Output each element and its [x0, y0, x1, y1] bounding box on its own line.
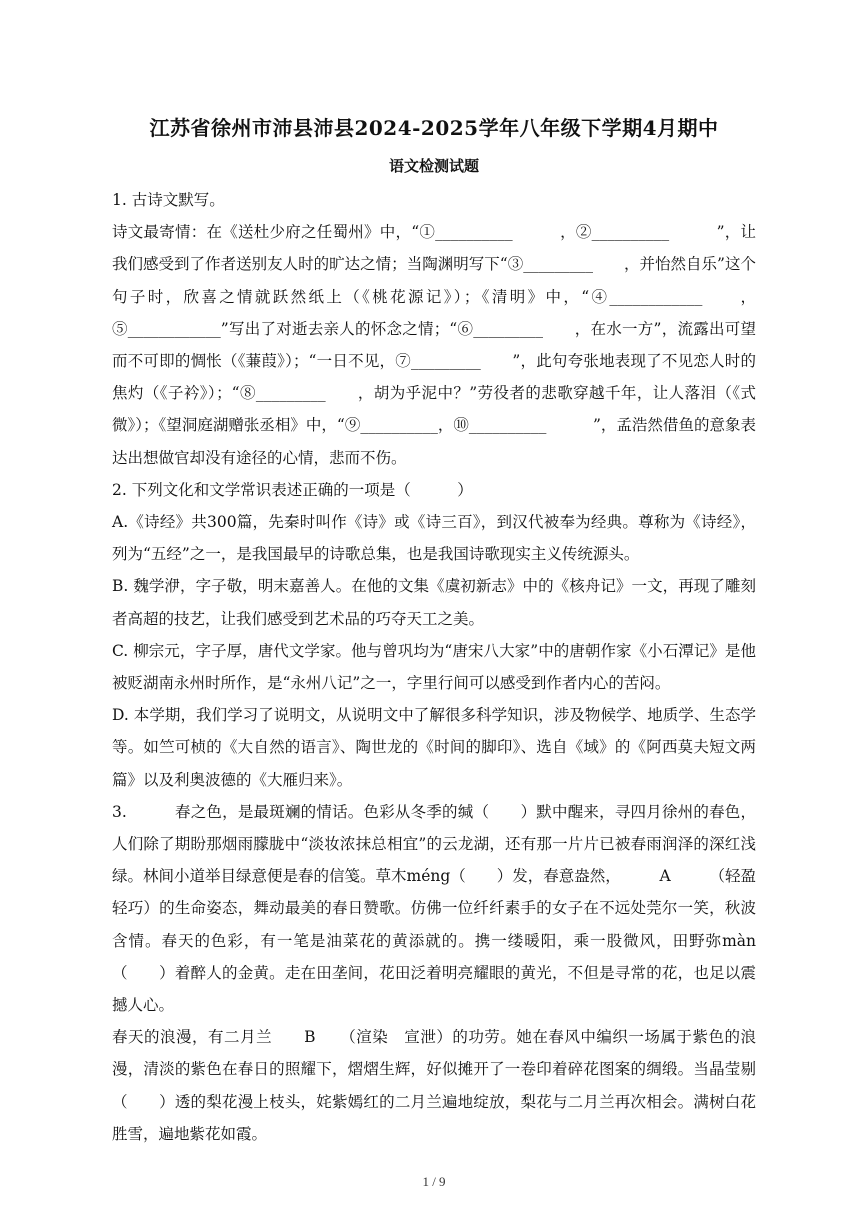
document-body	[112, 184, 772, 1150]
question-1-body: 诗文最寄情：在《送杜少府之任蜀州》中，“①__________ ，②__________ ”，让我们感受到了作者送别友人时的旷达之情；当陶渊明写下“③_________ ，并怡然自乐”这个句子时，欣喜之情就跃然纸上（《桃花源记》）；《清明》中，“④____________ ，⑤____________”写出了对逝去亲人的怀念之情；“⑥_________ ，在水一方”，流露出可望而不可即的惆怅（《蒹葭》）；“一日不见，⑦_________ ”，此句夸张地表现了不见恋人时的焦灼（《子衿》）；“⑧_________ ，胡为乎泥中？”劳役者的悲歌穿越千年，让人落泪（《式微》）；《望洞庭湖赠张丞相》中，“⑨__________，⑩__________ ”，孟浩然借鱼的意象表达出想做官却没有途径的心情，悲而不伤。	[112, 223, 756, 467]
question-2-option-b: B. 魏学洢，字子敬，明末嘉善人。在他的文集《虞初新志》中的《核舟记》一文，再现了雕刻者高超的技艺，让我们感受到艺术品的巧夺天工之美。	[112, 577, 756, 628]
question-2-option-c: C. 柳宗元，字子厚，唐代文学家。他与曾巩均为“唐宋八大家”中的唐朝作家《小石潭记》是他被贬湖南永州时所作，是“永州八记”之一，字里行间可以感受到作者内心的苦闷。	[112, 641, 756, 693]
question-2-option-d: D. 本学期，我们学习了说明文，从说明文中了解很多科学知识，涉及物候学、地质学、生态学等。如竺可桢的《大自然的语言》、陶世龙的《时间的脚印》、选自《域》的《阿西莫夫短文两篇》以及利奥波德的《大雁归来》。	[112, 706, 756, 789]
question-3-text-1: 春之色，是最斑斓的情话。色彩从冬季的缄（ ）默中醒来，寻四月徐州的春色，人们除了期盼那烟雨朦胧中“淡妆浓抹总相宜”的云龙湖，还有那一片片已被春雨润泽的深红浅绿。林间小道举目绿意便是春的信笺。草木méng（ ）发，春意盎然， A （轻盈 轻巧）的生命姿态，舞动最美的春日赞歌。仿佛一位纤纤素手的女子在不远处莞尔一笑，秋波含情。春天的色彩，有一笔是油菜花的黄添就的。携一缕暖阳，乘一股微风，田野弥màn（ ）着醉人的金黄。走在田垄间，花田泛着明亮耀眼的黄光，不但是寻常的花，也足以震撼人心。	[112, 802, 772, 1015]
question-3-paragraph-2: 春天的浪漫，有二月兰 B （渲染 宣泄）的功劳。她在春风中编织一场属于紫色的浪漫，清淡的紫色在春日的照耀下，熠熠生辉，好似摊开了一卷印着碎花图案的绸缎。当晶莹剔（ ）透的梨花漫上枝头，姹紫嫣红的二月兰遍地绽放，梨花与二月兰再次相会。满树白花胜雪，遍地紫花如霞。	[112, 1028, 756, 1143]
question-1-heading: 1. 古诗文默写。	[112, 191, 225, 209]
question-2-heading: 2. 下列文化和文学常识表述正确的一项是（ ）	[112, 480, 473, 499]
document-subtitle: 语文检测试题	[388, 157, 479, 175]
question-2-option-a: A.《诗经》共300篇，先秦时叫作《诗》或《诗三百》，到汉代被奉为经典。尊称为《诗经》，列为“五经”之一，是我国最早的诗歌总集，也是我国诗歌现实主义传统源头。	[112, 513, 756, 564]
question-3-number: 3.	[112, 802, 127, 821]
question-3-paragraph-1	[112, 796, 772, 1021]
page-number: 1 / 9	[422, 1174, 446, 1189]
document-title: 江苏省徐州市沛县沛县2024-2025学年八年级下学期4月期中	[149, 116, 719, 140]
